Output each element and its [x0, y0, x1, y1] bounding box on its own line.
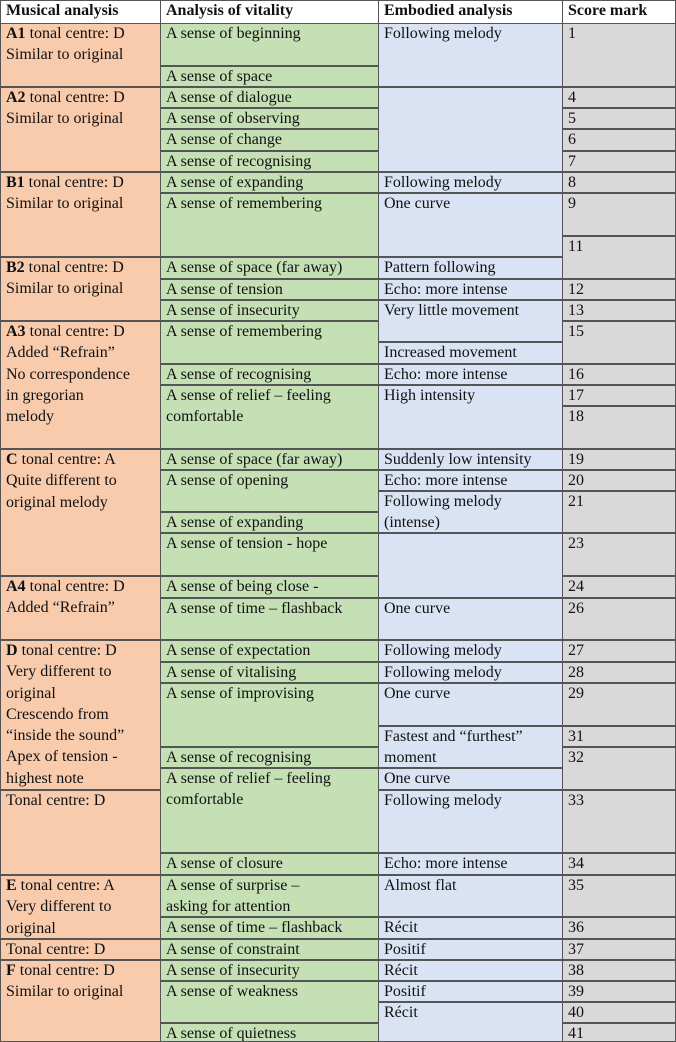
- row-divider: [378, 87, 562, 88]
- row-divider: [378, 683, 562, 684]
- row-divider: [378, 257, 562, 258]
- column-divider: [378, 0, 379, 1042]
- column-divider: [160, 0, 161, 1042]
- section-text: tonal centre: D Added “Refrain” No correspondence in gregorian melody: [6, 323, 130, 426]
- row-divider: [562, 129, 676, 130]
- embodied-cell: One curve: [378, 193, 562, 257]
- score-cell: 13: [562, 300, 676, 321]
- section-label: C: [6, 451, 18, 468]
- row-divider: [160, 66, 378, 67]
- row-divider: [562, 1023, 676, 1024]
- score-cell: 4: [562, 87, 676, 108]
- section-label: A2: [6, 89, 26, 106]
- vitality-cell: A sense of insecurity: [160, 300, 378, 321]
- row-divider: [160, 533, 378, 534]
- score-cell: 41: [562, 1023, 676, 1042]
- row-divider: [0, 23, 160, 24]
- row-divider: [562, 939, 676, 940]
- row-divider: [160, 23, 378, 24]
- section-label: A1: [6, 25, 26, 42]
- row-divider: [0, 449, 160, 450]
- score-cell: 21: [562, 491, 676, 533]
- vitality-cell: A sense of expectation: [160, 640, 378, 662]
- section-label: A3: [6, 323, 26, 340]
- embodied-cell: Following melody: [378, 640, 562, 662]
- embodied-cell: Récit: [378, 917, 562, 939]
- vitality-cell: A sense of expanding: [160, 512, 378, 533]
- score-cell: 20: [562, 470, 676, 491]
- row-divider: [0, 257, 160, 258]
- vitality-cell: A sense of opening: [160, 470, 378, 512]
- score-cell: 16: [562, 364, 676, 385]
- row-divider: [160, 364, 378, 365]
- vitality-cell: A sense of relief – feeling comfortable: [160, 768, 378, 853]
- section-text: tonal centre: D Similar to original: [6, 89, 125, 128]
- embodied-cell: Récit: [378, 960, 562, 981]
- musical-cell: [0, 875, 160, 939]
- vitality-cell: A sense of being close -: [160, 576, 378, 598]
- score-cell: 8: [562, 172, 676, 193]
- embodied-cell: Echo: more intense: [378, 364, 562, 385]
- row-divider: [160, 1023, 378, 1024]
- row-divider: [160, 598, 378, 599]
- row-divider: [160, 279, 378, 280]
- vitality-cell: A sense of observing: [160, 108, 378, 129]
- score-cell: 38: [562, 960, 676, 981]
- embodied-cell: Almost flat: [378, 875, 562, 917]
- row-divider: [562, 108, 676, 109]
- header-vitality: Analysis of vitality: [160, 0, 378, 23]
- row-divider: [378, 385, 562, 386]
- row-divider: [378, 875, 562, 876]
- row-divider: [0, 939, 160, 940]
- row-divider: [562, 300, 676, 301]
- embodied-cell: Increased movement: [378, 342, 562, 364]
- score-cell: 9: [562, 193, 676, 236]
- score-cell: 32: [562, 747, 676, 790]
- section-text: tonal centre: D Similar to original: [6, 962, 124, 1001]
- row-divider: [562, 321, 676, 322]
- section-text: tonal centre: A Quite different to original melody: [6, 451, 117, 511]
- row-divider: [0, 321, 160, 322]
- row-divider: [0, 0, 676, 1]
- vitality-cell: A sense of recognising: [160, 151, 378, 172]
- row-divider: [562, 853, 676, 854]
- vitality-cell: A sense of weakness: [160, 981, 378, 1023]
- embodied-cell: One curve: [378, 768, 562, 790]
- embodied-cell: Récit: [378, 1002, 562, 1042]
- row-divider: [378, 193, 562, 194]
- section-text: tonal centre: D Similar to original: [6, 259, 124, 298]
- row-divider: [378, 853, 562, 854]
- embodied-cell: Following melody (intense): [378, 491, 562, 533]
- section-text: tonal centre: A Very different to original: [6, 877, 115, 937]
- row-divider: [562, 193, 676, 194]
- row-divider: [378, 342, 562, 343]
- header-musical: Musical analysis: [0, 0, 160, 23]
- score-cell: 37: [562, 939, 676, 960]
- score-cell: 35: [562, 875, 676, 917]
- section-label: E: [6, 877, 17, 894]
- vitality-cell: A sense of improvising: [160, 683, 378, 747]
- row-divider: [0, 875, 160, 876]
- row-divider: [160, 172, 378, 173]
- row-divider: [160, 512, 378, 513]
- score-cell: 12: [562, 279, 676, 300]
- header-score: Score mark: [562, 0, 676, 23]
- musical-cell: [0, 939, 160, 960]
- vitality-cell: A sense of closure: [160, 853, 378, 875]
- score-cell: 40: [562, 1002, 676, 1023]
- vitality-cell: A sense of space (far away): [160, 449, 378, 470]
- vitality-cell: A sense of time – flashback: [160, 917, 378, 939]
- vitality-cell: A sense of insecurity: [160, 960, 378, 981]
- row-divider: [562, 364, 676, 365]
- section-label: B1: [6, 174, 25, 191]
- row-divider: [378, 1002, 562, 1003]
- row-divider: [160, 747, 378, 748]
- row-divider: [0, 960, 160, 961]
- embodied-cell: Following melody: [378, 790, 562, 853]
- row-divider: [562, 23, 676, 24]
- embodied-cell: Pattern following: [378, 257, 562, 279]
- score-cell: 28: [562, 662, 676, 683]
- score-cell: 18: [562, 406, 676, 449]
- row-divider: [160, 576, 378, 577]
- row-divider: [562, 875, 676, 876]
- row-divider: [562, 917, 676, 918]
- musical-cell: [0, 449, 160, 576]
- row-divider: [160, 640, 378, 641]
- row-divider: [378, 640, 562, 641]
- row-divider: [160, 470, 378, 471]
- row-divider: [378, 726, 562, 727]
- row-divider: [160, 108, 378, 109]
- row-divider: [0, 640, 160, 641]
- vitality-cell: A sense of dialogue: [160, 87, 378, 108]
- row-divider: [0, 790, 160, 791]
- embodied-cell: One curve: [378, 683, 562, 726]
- section-label: B2: [6, 259, 25, 276]
- section-text: Tonal centre: D: [6, 941, 106, 958]
- score-cell: 1: [562, 23, 676, 87]
- vitality-cell: A sense of remembering: [160, 321, 378, 364]
- score-cell: 39: [562, 981, 676, 1002]
- row-divider: [160, 257, 378, 258]
- score-cell: 23: [562, 533, 676, 576]
- row-divider: [562, 470, 676, 471]
- row-divider: [378, 960, 562, 961]
- score-cell: 31: [562, 726, 676, 747]
- row-divider: [562, 1002, 676, 1003]
- section-label: A4: [6, 578, 26, 595]
- column-divider: [0, 0, 1, 1042]
- embodied-cell: Echo: more intense: [378, 279, 562, 300]
- score-cell: 7: [562, 151, 676, 172]
- vitality-cell: A sense of vitalising: [160, 662, 378, 683]
- embodied-cell: Very little movement: [378, 300, 562, 342]
- vitality-cell: A sense of space: [160, 66, 378, 87]
- score-cell: 19: [562, 449, 676, 470]
- row-divider: [160, 768, 378, 769]
- musical-cell: [0, 960, 160, 1042]
- row-divider: [160, 875, 378, 876]
- musical-cell: [0, 257, 160, 321]
- musical-cell: [0, 790, 160, 875]
- header-embodied: Embodied analysis: [378, 0, 562, 23]
- embodied-cell: [378, 87, 562, 172]
- vitality-cell: A sense of tension - hope: [160, 533, 378, 576]
- row-divider: [378, 662, 562, 663]
- embodied-cell: [378, 533, 562, 598]
- section-text: tonal centre: D Very different to original Crescendo from “inside the sound” Apex of tension - highest note: [6, 642, 125, 787]
- score-cell: 33: [562, 790, 676, 853]
- score-cell: 6: [562, 129, 676, 151]
- row-divider: [562, 981, 676, 982]
- embodied-cell: Positif: [378, 939, 562, 960]
- row-divider: [160, 981, 378, 982]
- embodied-cell: Positif: [378, 981, 562, 1002]
- musical-cell: [0, 87, 160, 172]
- section-label: F: [6, 962, 16, 979]
- vitality-cell: A sense of expanding: [160, 172, 378, 193]
- musical-cell: [0, 172, 160, 257]
- row-divider: [378, 364, 562, 365]
- score-cell: 24: [562, 576, 676, 598]
- section-label: D: [6, 642, 18, 659]
- row-divider: [562, 491, 676, 492]
- musical-cell: [0, 576, 160, 640]
- vitality-cell: A sense of space (far away): [160, 257, 378, 279]
- row-divider: [378, 939, 562, 940]
- score-cell: 34: [562, 853, 676, 875]
- row-divider: [160, 87, 378, 88]
- embodied-cell: Following melody: [378, 662, 562, 683]
- row-divider: [562, 683, 676, 684]
- vitality-cell: A sense of beginning: [160, 23, 378, 66]
- row-divider: [378, 23, 562, 24]
- row-divider: [378, 533, 562, 534]
- row-divider: [562, 533, 676, 534]
- embodied-cell: Following melody: [378, 23, 562, 87]
- embodied-cell: Echo: more intense: [378, 470, 562, 491]
- row-divider: [378, 768, 562, 769]
- vitality-cell: A sense of relief – feeling comfortable: [160, 385, 378, 449]
- embodied-cell: One curve: [378, 598, 562, 640]
- musical-cell: [0, 321, 160, 449]
- musical-cell: [0, 640, 160, 790]
- score-cell: 5: [562, 108, 676, 129]
- row-divider: [562, 449, 676, 450]
- vitality-cell: A sense of recognising: [160, 364, 378, 385]
- score-cell: 27: [562, 640, 676, 662]
- row-divider: [160, 662, 378, 663]
- row-divider: [0, 576, 160, 577]
- column-divider: [562, 0, 563, 1042]
- row-divider: [562, 598, 676, 599]
- row-divider: [160, 151, 378, 152]
- score-cell: 11: [562, 236, 676, 279]
- row-divider: [562, 726, 676, 727]
- row-divider: [378, 917, 562, 918]
- score-cell: 15: [562, 321, 676, 364]
- row-divider: [562, 385, 676, 386]
- row-divider: [562, 236, 676, 237]
- vitality-cell: A sense of tension: [160, 279, 378, 300]
- row-divider: [160, 917, 378, 918]
- score-cell: 17: [562, 385, 676, 406]
- row-divider: [562, 640, 676, 641]
- section-text: Tonal centre: D: [6, 792, 106, 809]
- row-divider: [160, 939, 378, 940]
- row-divider: [0, 87, 160, 88]
- vitality-cell: A sense of surprise – asking for attention: [160, 875, 378, 917]
- row-divider: [562, 279, 676, 280]
- row-divider: [160, 683, 378, 684]
- row-divider: [378, 449, 562, 450]
- row-divider: [160, 960, 378, 961]
- row-divider: [378, 172, 562, 173]
- section-text: tonal centre: D Added “Refrain”: [6, 578, 125, 617]
- row-divider: [160, 321, 378, 322]
- row-divider: [160, 853, 378, 854]
- row-divider: [562, 406, 676, 407]
- section-text: tonal centre: D Similar to original: [6, 174, 124, 213]
- score-cell: 36: [562, 917, 676, 939]
- row-divider: [562, 151, 676, 152]
- row-divider: [378, 470, 562, 471]
- row-divider: [160, 129, 378, 130]
- row-divider: [378, 981, 562, 982]
- score-cell: 29: [562, 683, 676, 726]
- row-divider: [378, 491, 562, 492]
- musical-cell: [0, 23, 160, 87]
- row-divider: [562, 747, 676, 748]
- embodied-cell: Echo: more intense: [378, 853, 562, 875]
- row-divider: [378, 790, 562, 791]
- row-divider: [160, 193, 378, 194]
- row-divider: [562, 576, 676, 577]
- embodied-cell: High intensity: [378, 385, 562, 449]
- section-text: tonal centre: D Similar to original: [6, 25, 125, 64]
- row-divider: [562, 172, 676, 173]
- row-divider: [378, 279, 562, 280]
- vitality-cell: A sense of recognising: [160, 747, 378, 768]
- vitality-cell: A sense of time – flashback: [160, 598, 378, 640]
- row-divider: [562, 960, 676, 961]
- row-divider: [562, 87, 676, 88]
- row-divider: [378, 598, 562, 599]
- embodied-cell: Following melody: [378, 172, 562, 193]
- row-divider: [562, 790, 676, 791]
- vitality-cell: A sense of change: [160, 129, 378, 151]
- row-divider: [160, 449, 378, 450]
- score-cell: 26: [562, 598, 676, 640]
- vitality-cell: A sense of quietness: [160, 1023, 378, 1042]
- embodied-cell: Suddenly low intensity: [378, 449, 562, 470]
- row-divider: [0, 172, 160, 173]
- vitality-cell: A sense of constraint: [160, 939, 378, 960]
- row-divider: [562, 662, 676, 663]
- vitality-cell: A sense of remembering: [160, 193, 378, 257]
- row-divider: [160, 300, 378, 301]
- embodied-cell: Fastest and “furthest” moment: [378, 726, 562, 768]
- row-divider: [160, 385, 378, 386]
- row-divider: [378, 300, 562, 301]
